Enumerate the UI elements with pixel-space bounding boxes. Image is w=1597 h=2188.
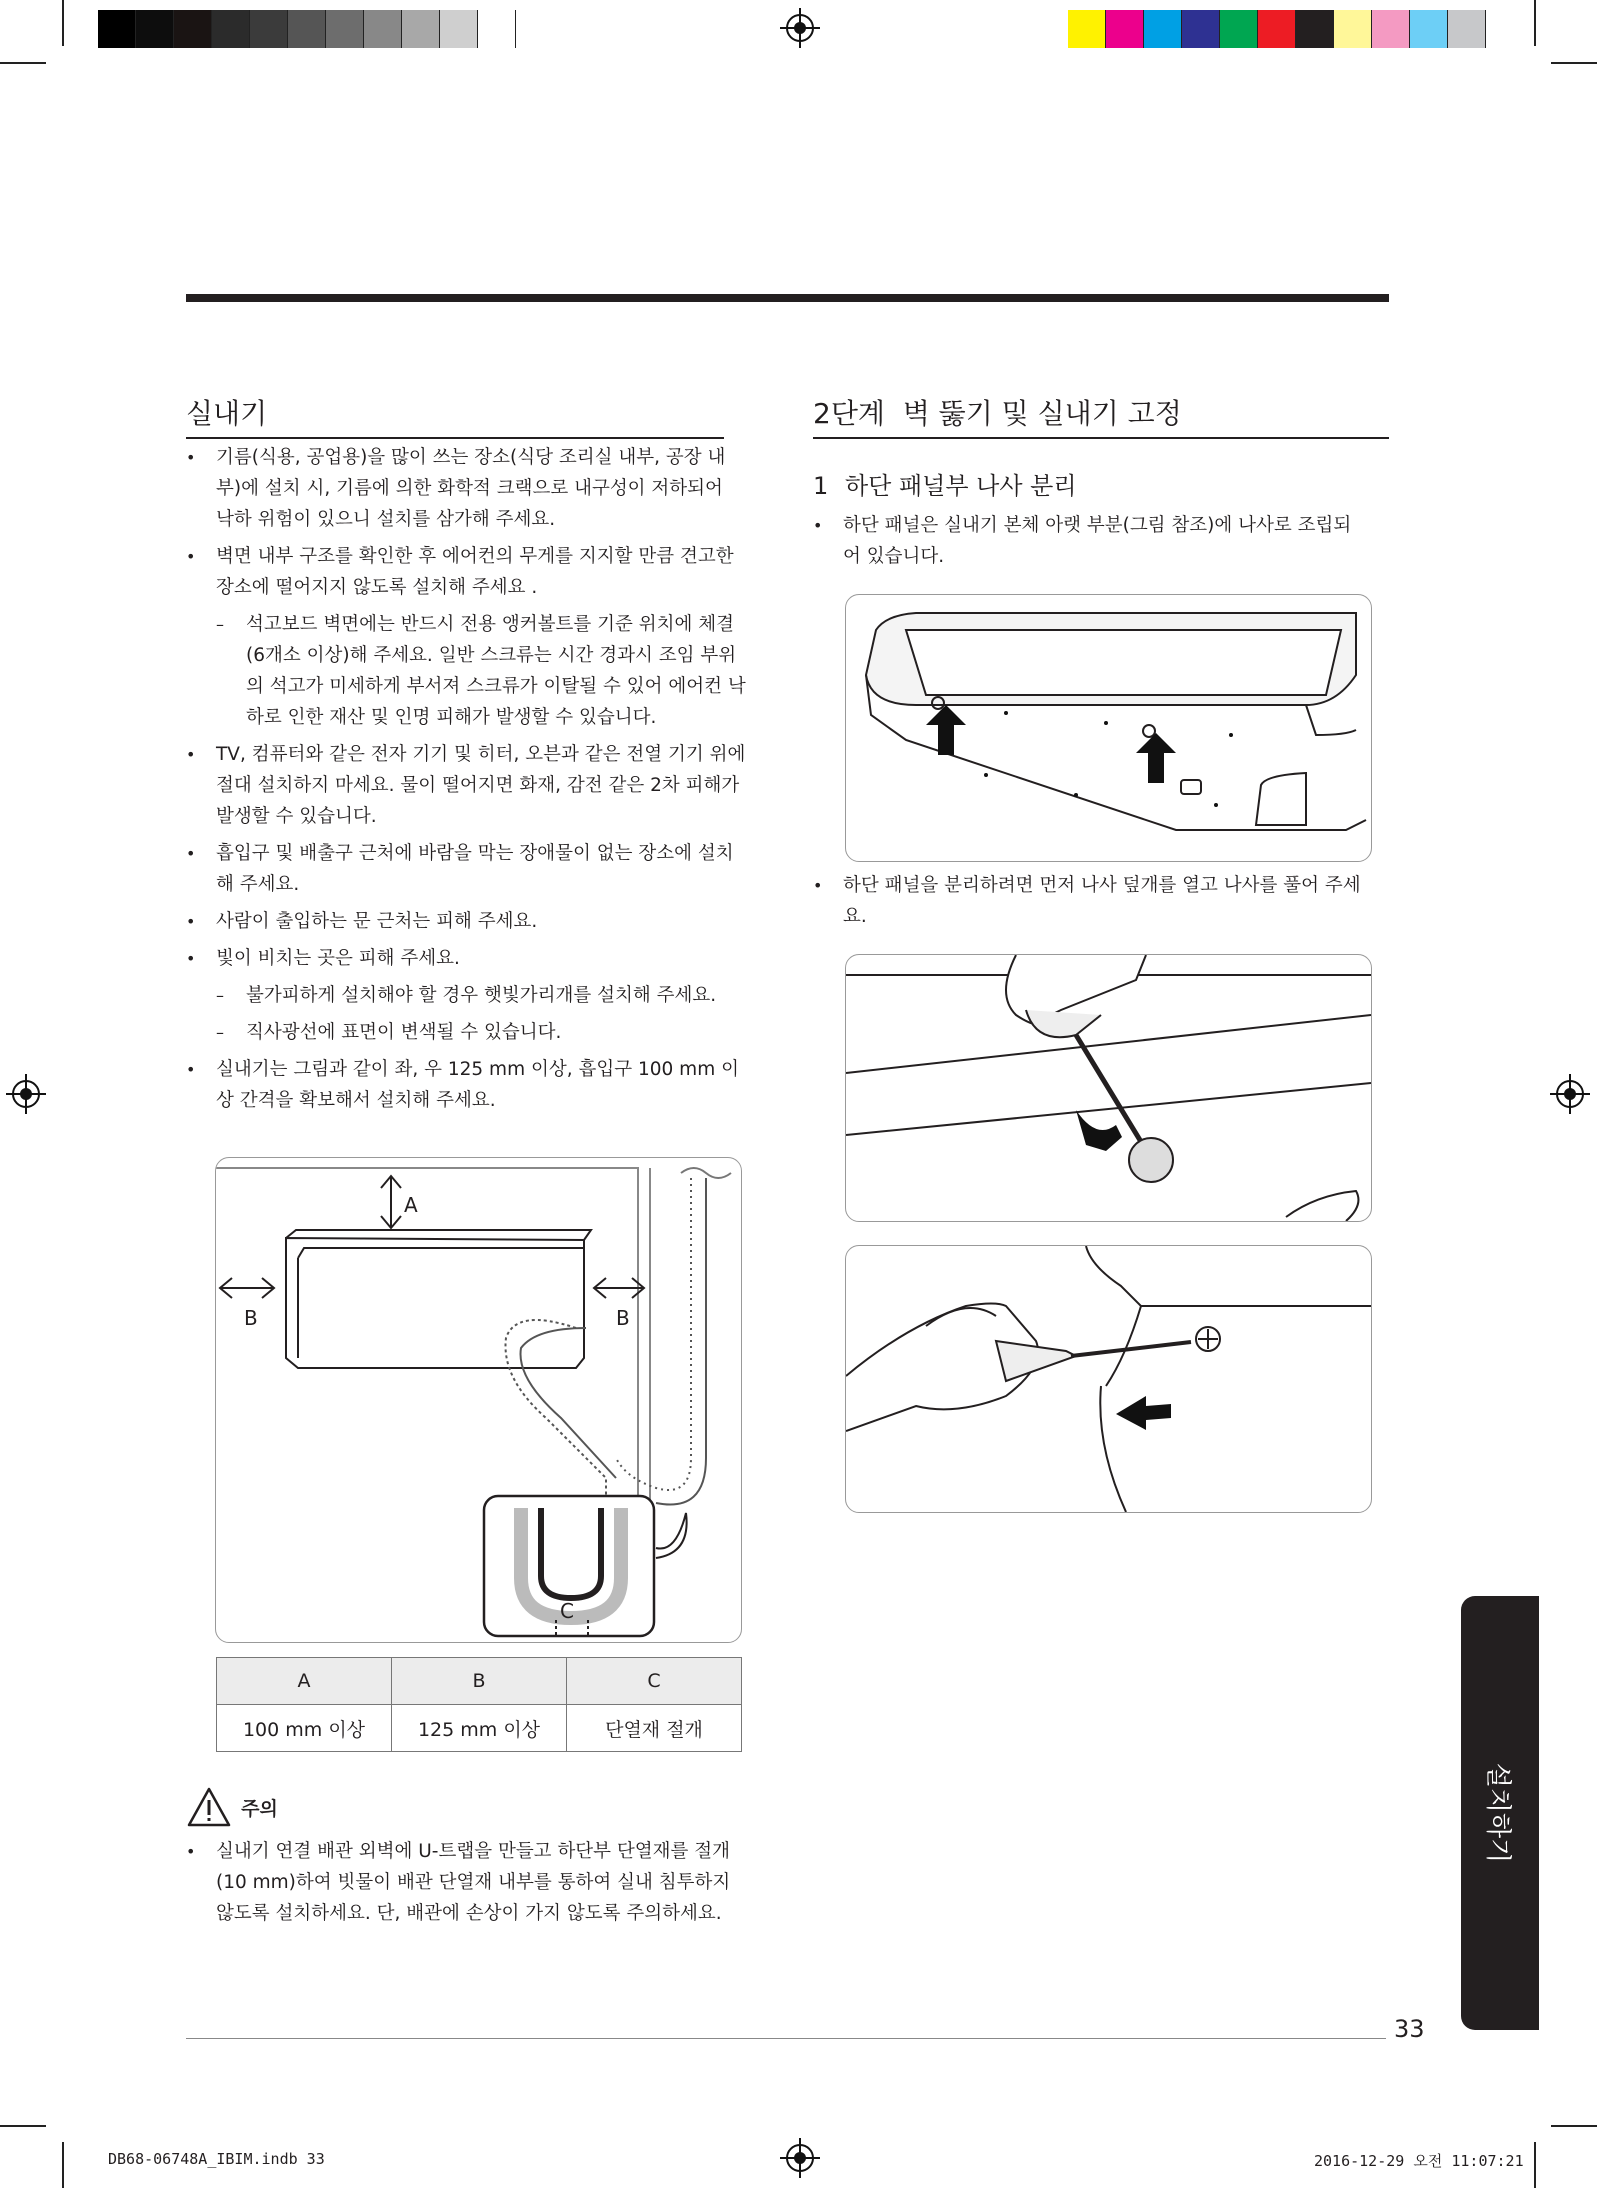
gray-swatch [326, 10, 364, 48]
bullet-marker: • [186, 949, 196, 968]
caution-list [186, 1836, 746, 1935]
list-item [186, 442, 746, 535]
page-number: 33 [1394, 2015, 1425, 2043]
footer-timestamp: 2016-12-29 오전 11:07:21 [1314, 2152, 1524, 2170]
gray-swatch [174, 10, 212, 48]
registration-mark-left [12, 1080, 40, 1108]
bullet-text: TV, 컴퓨터와 같은 전자 기기 및 히터, 오븐과 같은 전열 기기 위에 절대 설치하지 마세요. 물이 떨어지면 화재, 감전 같은 2차 피해가 발생할 수 있습니다. [216, 744, 746, 827]
list-item: • 하단 패널은 실내기 본체 아랫 부분(그림 참조)에 나사로 조립되어 있습니다. [813, 515, 1352, 567]
chapter-tab [1461, 1596, 1539, 2030]
screw-cover-figure [845, 954, 1372, 1222]
list-item: • 하단 패널을 분리하려면 먼저 나사 덮개를 열고 나사를 풀어 주세요. [813, 875, 1361, 927]
registration-mark-top [786, 14, 814, 42]
bullet-marker: • [186, 547, 196, 566]
bottom-panel-figure [845, 594, 1372, 862]
bullet-marker: • [186, 448, 196, 467]
list-item [186, 1017, 746, 1048]
step-bullet-text: 하단 패널을 분리하려면 먼저 나사 덮개를 열고 나사를 풀어 주세요. [843, 875, 1361, 927]
crop-mark [0, 2125, 46, 2127]
clearance-diagram [215, 1157, 742, 1643]
section-rule [186, 437, 724, 439]
section-title-indoor-unit: 실내기 [186, 397, 268, 430]
registration-mark-bottom [786, 2144, 814, 2172]
dash-marker: – [216, 986, 224, 1005]
crop-mark [1534, 0, 1536, 46]
color-swatch [1334, 10, 1372, 48]
bullet-text: 빛이 비치는 곳은 피해 주세요. [216, 948, 460, 969]
list-item [186, 943, 746, 974]
bullet-text: 석고보드 벽면에는 반드시 전용 앵커볼트를 기준 위치에 체결(6개소 이상)해 주세요. 일반 스크류는 시간 경과시 조임 부위의 석고가 미세하게 부서져 스크류가 이탈될 수 있어 에어컨 낙하로 인한 재산 및 인명 피해가 발생할 수 있습니다. [246, 614, 746, 728]
list-item: • 실내기 연결 배관 외벽에 U-트랩을 만들고 하단부 단열재를 절개(10 mm)하여 빗물이 배관 단열재 내부를 통하여 실내 침투하지 않도록 설치하세요. 단, 배관에 손상이 가지 않도록 주의하세요. [186, 1841, 731, 1924]
bullet-marker: • [186, 912, 196, 931]
section-rule [813, 437, 1389, 439]
bullet-marker: • [186, 844, 196, 863]
screw-cover-drawing [846, 955, 1371, 1221]
crop-mark [1551, 62, 1597, 64]
indoor-unit-bullet-list [186, 442, 746, 1122]
step-bullet-list-1 [813, 510, 1363, 578]
screw-removal-drawing [846, 1246, 1371, 1512]
registration-mark-right [1556, 1080, 1584, 1108]
clearance-table [216, 1657, 742, 1752]
gray-swatch [440, 10, 478, 48]
step-number: 1 [813, 472, 829, 500]
bullet-marker: • [186, 745, 196, 764]
color-swatch [1448, 10, 1486, 48]
crop-mark [62, 0, 64, 46]
caution-header [186, 1786, 278, 1828]
color-swatch [1410, 10, 1448, 48]
color-swatch [1068, 10, 1106, 48]
gray-swatch [136, 10, 174, 48]
chapter-tab-label: 설치하기 [1482, 1762, 1513, 1864]
gray-swatch [212, 10, 250, 48]
list-item [186, 739, 746, 832]
bottom-panel-drawing [846, 595, 1371, 861]
gray-swatch [250, 10, 288, 48]
screw-removal-figure [845, 1245, 1372, 1513]
header-rule [186, 294, 1389, 302]
bullet-marker: • [186, 1060, 196, 1079]
list-item [186, 609, 746, 733]
caution-label: 주의 [241, 1797, 278, 1820]
step-bullet-list-2 [813, 870, 1363, 938]
bullet-text: 직사광선에 표면이 변색될 수 있습니다. [246, 1022, 562, 1043]
crop-mark [1534, 2142, 1536, 2188]
gray-swatch [478, 10, 516, 48]
crop-mark [62, 2142, 64, 2188]
color-swatch [1182, 10, 1220, 48]
gray-swatch [364, 10, 402, 48]
table-cell: 100 mm 이상 [217, 1705, 392, 1752]
color-swatch [1106, 10, 1144, 48]
gray-swatch [288, 10, 326, 48]
table-header: C [567, 1658, 742, 1705]
bullet-text: 실내기는 그림과 같이 좌, 우 125 mm 이상, 흡입구 100 mm 이상 간격을 확보해서 설치해 주세요. [216, 1059, 739, 1111]
dash-marker: – [216, 615, 224, 634]
step-title: 하단 패널부 나사 분리 [845, 472, 1077, 500]
bullet-text: 불가피하게 설치해야 할 경우 햇빛가리개를 설치해 주세요. [246, 985, 717, 1006]
step-heading [813, 466, 1077, 501]
bullet-text: 사람이 출입하는 문 근처는 피해 주세요. [216, 911, 538, 932]
diagram-label-c: C [560, 1599, 574, 1623]
clearance-diagram-drawing [216, 1158, 741, 1642]
list-item [186, 541, 746, 603]
gray-swatch [98, 10, 136, 48]
dash-marker: – [216, 1023, 224, 1042]
table-cell: 단열재 절개 [567, 1705, 742, 1752]
color-swatch [1296, 10, 1334, 48]
crop-mark [1551, 2125, 1597, 2127]
color-swatch [1258, 10, 1296, 48]
diagram-label-a: A [404, 1193, 418, 1217]
caution-text: 실내기 연결 배관 외벽에 U-트랩을 만들고 하단부 단열재를 절개(10 mm)하여 빗물이 배관 단열재 내부를 통하여 실내 침투하지 않도록 설치하세요. 단, 배관에 손상이 가지 않도록 주의하세요. [216, 1841, 731, 1924]
gray-swatch [402, 10, 440, 48]
bullet-text: 벽면 내부 구조를 확인한 후 에어컨의 무게를 지지할 만큼 견고한 장소에 떨어지지 않도록 설치해 주세요 . [216, 546, 734, 598]
diagram-label-b-left: B [244, 1306, 258, 1330]
gray-calibration-bar [98, 10, 516, 48]
list-item [186, 838, 746, 900]
list-item [186, 980, 746, 1011]
color-calibration-bar [1068, 10, 1486, 48]
footer-file-info: DB68-06748A_IBIM.indb 33 [108, 2150, 325, 2168]
list-item [186, 1054, 746, 1116]
color-swatch [1372, 10, 1410, 48]
footer-rule [186, 2038, 1386, 2039]
color-swatch [1144, 10, 1182, 48]
color-swatch [1220, 10, 1258, 48]
table-header: A [217, 1658, 392, 1705]
step-bullet-text: 하단 패널은 실내기 본체 아랫 부분(그림 참조)에 나사로 조립되어 있습니다. [843, 515, 1352, 567]
bullet-text: 기름(식용, 공업용)을 많이 쓰는 장소(식당 조리실 내부, 공장 내부)에 설치 시, 기름에 의한 화학적 크랙으로 내구성이 저하되어 낙하 위험이 있으니 설치를 삼가해 주세요. [216, 447, 726, 530]
diagram-label-b-right: B [616, 1306, 630, 1330]
section-title-step2: 2단계 벽 뚫기 및 실내기 고정 [813, 397, 1182, 430]
bullet-text: 흡입구 및 배출구 근처에 바람을 막는 장애물이 없는 장소에 설치해 주세요. [216, 843, 734, 895]
table-cell: 125 mm 이상 [392, 1705, 567, 1752]
list-item [186, 906, 746, 937]
warning-triangle-icon [186, 1786, 232, 1828]
table-header: B [392, 1658, 567, 1705]
crop-mark [0, 62, 46, 64]
